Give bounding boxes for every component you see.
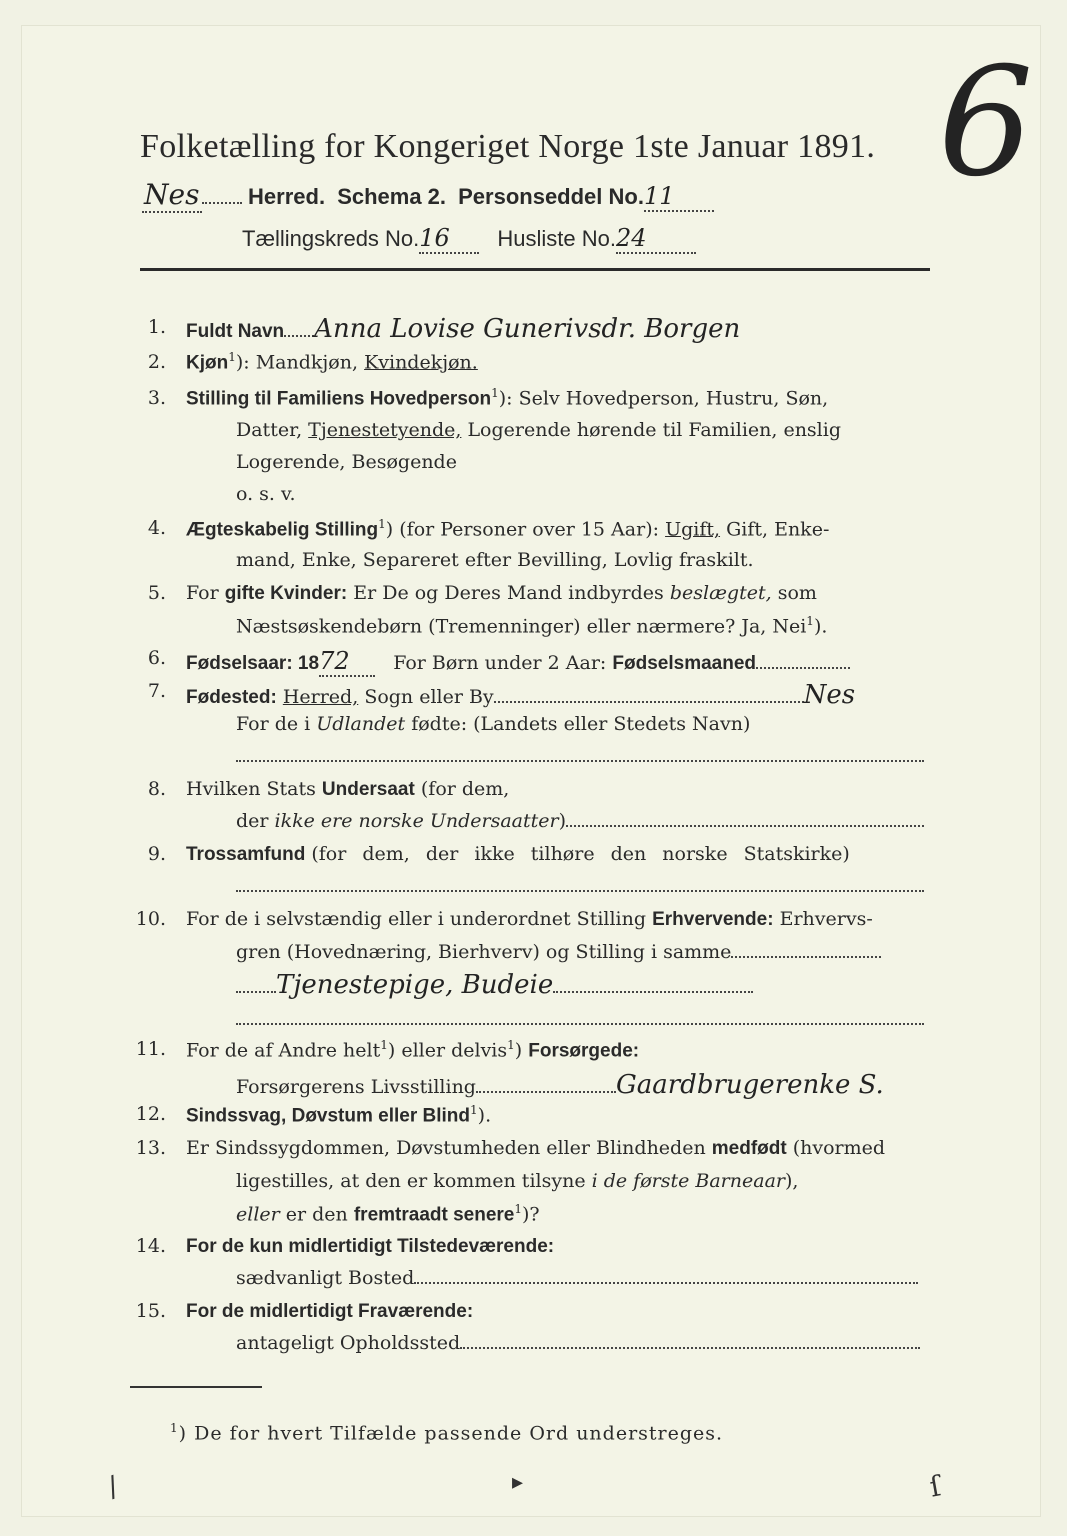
q6-birth-year-value: 72 — [319, 647, 350, 675]
q3-line2 — [236, 419, 841, 441]
q3-line3: Logerende, Besøgende — [236, 451, 457, 473]
q9-religion — [186, 843, 850, 866]
q13-line2-italic: i de første Barneaar — [591, 1170, 785, 1192]
q7-blank-line — [236, 760, 924, 762]
q14-line2-text: sædvanligt Bosted — [236, 1267, 415, 1289]
q7-line2-a: For de i — [236, 713, 311, 735]
q10-line2-text: gren (Hovednæring, Bierhverv) og Stilling i samme — [236, 941, 732, 963]
q3-option-datter: Datter, — [236, 419, 303, 441]
q13-line3: eller er den fremtraadt senere$^1$)? — [236, 1202, 540, 1226]
item-number-15: 15. — [135, 1300, 166, 1322]
husliste-label: Husliste No. — [497, 226, 616, 251]
q13-text-b: medfødt — [711, 1138, 787, 1159]
q3-options-line1: ): Selv Hovedperson, Hustru, Søn, — [498, 387, 829, 410]
q11-text-b: ) eller delvis — [387, 1039, 508, 1062]
q4-choice-underlined: Ugift, — [665, 518, 721, 541]
q6-label: Fødselsaar: 18 — [186, 653, 320, 674]
q8-text-b: Undersaat — [321, 779, 415, 800]
q5-text-e: som — [777, 582, 817, 604]
q5-line2-text: Næstsøskendebørn (Tremenninger) eller nærmere? Ja, Nei — [236, 615, 807, 638]
header-divider — [140, 268, 930, 271]
q8-line2: der ikke ere norske Undersaatter) — [236, 810, 924, 832]
q6-under-two-label: For Børn under 2 Aar: — [393, 652, 607, 674]
item-number-6: 6. — [147, 647, 166, 669]
q3-family-position: Stilling til Familiens Hovedperson$^1$): Selv Hovedperson, Hustru, Søn, — [186, 386, 829, 410]
q4-options-line1-end: Gift, Enke- — [726, 518, 830, 541]
q10-occupation-value: Tjenestepige, Budeie — [276, 970, 554, 1000]
handwritten-sheet-number: 6 — [938, 36, 1034, 210]
q4-options-line1: ) (for Personer over 15 Aar): — [385, 518, 660, 541]
item-number-2: 2. — [147, 351, 166, 373]
herred-label: Herred. — [248, 184, 326, 209]
item-number-1: 1. — [147, 316, 166, 338]
pen-mark-right: ſ — [927, 1469, 944, 1504]
q7-line2-b: fødte: (Landets eller Stedets Navn) — [411, 713, 751, 735]
q6-birth-month-label: Fødselsmaaned — [612, 653, 756, 674]
schema-label: Schema 2. — [337, 184, 447, 209]
q15-line2 — [236, 1332, 920, 1354]
q6-birth-year — [186, 647, 850, 677]
footnote — [170, 1421, 723, 1444]
q11-line2-text: Forsørgerens Livsstilling — [236, 1076, 476, 1098]
item-number-10: 10. — [135, 908, 166, 930]
header-kreds-line — [242, 224, 696, 254]
q2-sex: Kjøn$^1$): Mandkjøn, Kvindekjøn. — [186, 350, 478, 374]
item-number-8: 8. — [147, 778, 166, 800]
item-number-7: 7. — [147, 680, 166, 702]
form-title: Folketælling for Kongeriget Norge 1ste Januar 1891. — [140, 128, 876, 165]
q9-text: (for dem, der ikke tilhøre den norske Statskirke) — [311, 843, 850, 865]
footnote-divider — [130, 1386, 262, 1388]
q8-line2-italic: ikke ere norske Undersaatter — [274, 810, 559, 832]
q8-text-c: (for dem, — [420, 778, 510, 800]
personseddel-label: Personseddel No. — [458, 184, 644, 209]
q13-line2: ligestilles, at den er kommen tilsyne i de første Barneaar), — [236, 1170, 799, 1192]
q2-label: Kjøn — [186, 352, 229, 374]
q15-text: For de midlertidigt Fraværende: — [186, 1301, 474, 1322]
q13-line3-italic: eller — [236, 1203, 280, 1226]
q14-text: For de kun midlertidigt Tilstedeværende: — [186, 1236, 555, 1257]
q3-line4: o. s. v. — [236, 483, 296, 505]
herred-value: Nes — [144, 178, 200, 211]
q11-line2 — [236, 1070, 884, 1100]
q11-text-a: For de af Andre helt — [186, 1039, 381, 1062]
kreds-value: 16 — [419, 224, 450, 252]
q5-text-c: Er De og Deres Mand indbyrdes — [353, 582, 664, 604]
q13-line3-a: er den — [285, 1203, 348, 1226]
q1-full-name — [186, 314, 740, 344]
q7-label: Fødested: — [186, 687, 277, 708]
q1-name-value: Anna Lovise Gunerivsdr. Borgen — [314, 314, 741, 344]
q13-line3-b: fremtraadt senere — [353, 1204, 515, 1226]
q1-label: Fuldt Navn — [186, 321, 285, 342]
q14-line2 — [236, 1267, 918, 1289]
q8-text-a: Hvilken Stats — [186, 778, 316, 800]
q4-label: Ægteskabelig Stilling — [186, 519, 379, 541]
q7-choice-underlined: Herred, — [282, 686, 359, 708]
q10-text-c: Erhvervs- — [779, 908, 873, 930]
q10-blank-line — [236, 1023, 924, 1025]
q8-citizenship — [186, 778, 509, 801]
q7-line2 — [236, 713, 750, 735]
q4-line2: mand, Enke, Separeret efter Bevilling, Lovlig fraskilt. — [236, 549, 754, 571]
item-number-13: 13. — [135, 1137, 166, 1159]
footnote-text: ) De for hvert Tilfælde passende Ord understreges. — [178, 1422, 724, 1445]
kreds-label: Tællingskreds No. — [242, 226, 420, 251]
q11-provider-value: Gaardbrugerenke S. — [615, 1070, 884, 1100]
pen-mark-center: ▸ — [512, 1470, 524, 1495]
item-number-4: 4. — [147, 517, 166, 539]
q5-text-b: gifte Kvinder: — [224, 583, 348, 604]
item-number-11: 11. — [135, 1038, 166, 1060]
q13-text-c: (hvormed — [792, 1137, 886, 1159]
q2-choice-underlined: Kvindekjøn. — [364, 351, 478, 374]
q7-birthplace — [186, 680, 855, 710]
q7-line2-italic: Udlandet — [316, 713, 406, 735]
q5-text-a: For — [186, 582, 219, 604]
footnote-mark: 1 — [170, 1421, 179, 1435]
q13-text-a: Er Sindssygdommen, Døvstumheden eller Blindheden — [186, 1137, 706, 1159]
q2-options: ): Mandkjøn, — [235, 351, 359, 374]
q3-choice-underlined: Tjenestetyende, — [308, 419, 462, 441]
q5-line2: Næstsøskendebørn (Tremenninger) eller nærmere? Ja, Nei$^1$). — [236, 614, 828, 638]
header-herred-line — [142, 178, 714, 213]
q10-text-a: For de i selvstændig eller i underordnet Stilling — [186, 908, 647, 930]
q9-blank-line — [236, 890, 924, 892]
q5-text-d: beslægtet, — [669, 582, 772, 604]
q11-text-c: ) — [514, 1039, 523, 1062]
q12-disability: Sindssvag, Døvstum eller Blind$^1$). — [186, 1103, 492, 1127]
personseddel-value: 11 — [643, 182, 675, 210]
item-number-12: 12. — [135, 1103, 166, 1125]
q12-text: Sindssvag, Døvstum eller Blind — [186, 1105, 471, 1127]
pen-mark-left: / — [102, 1469, 123, 1504]
q10-line2 — [236, 941, 881, 963]
q5-married-women — [186, 582, 817, 605]
husliste-value: 24 — [616, 224, 647, 252]
item-number-14: 14. — [135, 1235, 166, 1257]
q13-line2-a: ligestilles, at den er kommen tilsyne — [236, 1170, 586, 1192]
q15-line2-text: antageligt Opholdssted — [236, 1332, 461, 1354]
q13-congenital — [186, 1137, 885, 1160]
q10-text-b: Erhvervende: — [652, 909, 774, 930]
item-number-5: 5. — [147, 582, 166, 604]
q14-temporary-present — [186, 1235, 554, 1258]
q8-line2-a: der — [236, 810, 269, 832]
item-number-3: 3. — [147, 387, 166, 409]
q3-options-line2: Logerende hørende til Familien, enslig — [467, 419, 841, 441]
q10-value-line — [236, 970, 753, 1000]
q11-text-d: Forsørgede: — [528, 1040, 640, 1062]
q10-occupation — [186, 908, 873, 931]
q11-supported: For de af Andre helt$^1$) eller delvis$^1$) Forsørgede: — [186, 1038, 640, 1062]
q7-birthplace-value: Nes — [803, 680, 856, 710]
q7-options: Sogn eller By — [364, 686, 494, 708]
q9-label: Trossamfund — [186, 844, 306, 865]
q15-temporary-absent — [186, 1300, 473, 1323]
q3-label: Stilling til Familiens Hovedperson — [186, 388, 492, 410]
item-number-9: 9. — [147, 843, 166, 865]
q4-marital-status: Ægteskabelig Stilling$^1$) (for Personer over 15 Aar): Ugift, Gift, Enke- — [186, 517, 830, 541]
